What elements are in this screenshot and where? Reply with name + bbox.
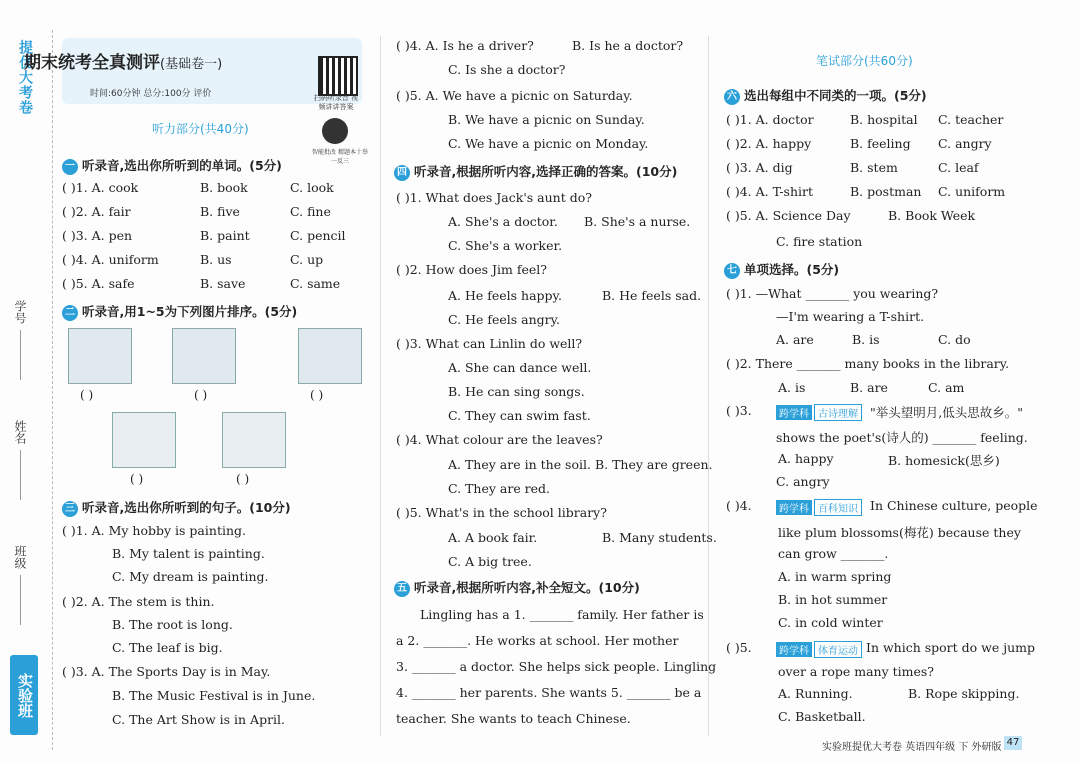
- question-line: ( )1. —What _______ you wearing?: [726, 286, 939, 301]
- question-line: C. look: [290, 180, 334, 195]
- question-line: ( )3. A. dig: [726, 160, 793, 175]
- question-line: ( )5. A. We have a picnic on Saturday.: [396, 88, 633, 103]
- tag-topic: 古诗理解: [814, 404, 862, 421]
- question-line: C. pencil: [290, 228, 346, 243]
- question-line: C. fine: [290, 204, 331, 219]
- question-line: B. stem: [850, 160, 898, 175]
- question-line: B. Many students.: [602, 530, 717, 545]
- tag-topic: 体育运动: [814, 641, 862, 658]
- tag-topic: 百科知识: [814, 499, 862, 516]
- question-line: ( )1. A. doctor: [726, 112, 814, 127]
- question-line: C. Is she a doctor?: [448, 62, 566, 77]
- picture-2: [172, 328, 236, 384]
- question-line: ( )1. A. cook: [62, 180, 139, 195]
- question-line: Lingling has a 1. _______ family. Her father is: [420, 607, 704, 622]
- brand-top: 提优大考卷: [18, 40, 34, 115]
- question-line: B. Book Week: [888, 208, 976, 223]
- question-line: teacher. She wants to teach Chinese.: [396, 711, 631, 726]
- class-label: 班级: [13, 545, 27, 569]
- owl-caption: 智能批改 精题本十举一反三: [312, 149, 368, 165]
- question-line: ( )2. There _______ many books in the library.: [726, 356, 1010, 371]
- question-line: C. She's a worker.: [448, 238, 563, 253]
- question-line: ( )2. A. happy: [726, 136, 812, 151]
- question-line: B. Rope skipping.: [908, 686, 1020, 701]
- question-line: B. He feels sad.: [602, 288, 702, 303]
- question-line: B. feeling: [850, 136, 911, 151]
- footer-text: 实验班提优大考卷 英语四年级 下 外研版: [822, 742, 1002, 753]
- question-line: B. We have a picnic on Sunday.: [448, 112, 645, 127]
- question-line: A. Running.: [778, 686, 853, 701]
- question-line: B. five: [200, 204, 240, 219]
- section-3-title: 三 听录音,选出你所听到的句子。(10分): [62, 498, 291, 517]
- question-line: C. teacher: [938, 112, 1004, 127]
- question-line: "举头望明月,低头思故乡。": [870, 405, 1023, 420]
- question-line: like plum blossoms(梅花) because they: [778, 525, 1021, 540]
- cut-line: [52, 30, 53, 750]
- question-line: shows the poet's(诗人的) _______ feeling.: [776, 430, 1028, 445]
- section-4-title: 四 听录音,根据所听内容,选择正确的答案。(10分): [394, 162, 677, 181]
- question-line: C. in cold winter: [778, 615, 883, 630]
- student-no-label: 学号: [13, 300, 27, 324]
- name-label: 姓名: [13, 420, 27, 444]
- answer-paren[interactable]: ( ): [194, 388, 208, 402]
- tag-cross-subject: 跨学科: [776, 642, 812, 657]
- question-line: over a rope many times?: [778, 664, 935, 679]
- question-line: ( )1. A. My hobby is painting.: [62, 523, 246, 538]
- question-line: ( )2. A. The stem is thin.: [62, 594, 215, 609]
- question-line: B. is: [852, 332, 880, 347]
- question-line: 3. _______ a doctor. She helps sick people. Lingling: [396, 659, 717, 674]
- writing-title: 笔试部分(共60分): [816, 54, 913, 68]
- page-number: 47: [1004, 736, 1022, 750]
- tag-cross-subject: 跨学科: [776, 500, 812, 515]
- question-line: B. My talent is painting.: [112, 546, 265, 561]
- question-line: ( )2. A. fair: [62, 204, 131, 219]
- question-line: A. She can dance well.: [448, 360, 592, 375]
- question-line: can grow _______.: [778, 546, 889, 561]
- question-line: ( )5.: [726, 640, 752, 655]
- question-line: C. We have a picnic on Monday.: [448, 136, 649, 151]
- question-line: In which sport do we jump: [866, 640, 1036, 655]
- question-line: a 2. _______. He works at school. Her mother: [396, 633, 679, 648]
- question-line: C. same: [290, 276, 341, 291]
- answer-paren[interactable]: ( ): [310, 388, 324, 402]
- question-line: B. are: [850, 380, 888, 395]
- question-line: B. The root is long.: [112, 617, 233, 632]
- question-line: B. He can sing songs.: [448, 384, 585, 399]
- question-line: ( )3. What can Linlin do well?: [396, 336, 583, 351]
- picture-1: [68, 328, 132, 384]
- question-line: ( )4. A. T-shirt: [726, 184, 814, 199]
- question-line: ( )3.: [726, 403, 752, 418]
- picture-3: [298, 328, 362, 384]
- question-line: C. They are red.: [448, 481, 551, 496]
- question-line: C. He feels angry.: [448, 312, 560, 327]
- question-line: C. angry: [938, 136, 992, 151]
- question-line: A. are: [776, 332, 814, 347]
- question-line: B. Is he a doctor?: [572, 38, 684, 53]
- question-line: —I'm wearing a T-shirt.: [776, 309, 925, 324]
- page-title: 期末统考全真测评(基础卷一): [24, 53, 223, 73]
- question-line: ( )5. A. safe: [62, 276, 135, 291]
- class-line: [20, 575, 21, 625]
- question-line: ( )5. A. Science Day: [726, 208, 851, 223]
- section-7-title: 七 单项选择。(5分): [724, 260, 839, 279]
- question-line: ( )4. What colour are the leaves?: [396, 432, 603, 447]
- question-line: B. in hot summer: [778, 592, 888, 607]
- subject-tag: [776, 641, 866, 658]
- owl-logo-icon: [322, 118, 348, 144]
- question-line: B. us: [200, 252, 232, 267]
- question-line: A. He feels happy.: [448, 288, 562, 303]
- question-line: C. uniform: [938, 184, 1006, 199]
- question-line: C. do: [938, 332, 971, 347]
- question-line: B. save: [200, 276, 246, 291]
- answer-paren[interactable]: ( ): [236, 472, 250, 486]
- tag-cross-subject: 跨学科: [776, 405, 812, 420]
- question-line: C. up: [290, 252, 324, 267]
- brand-bottom: 实验班: [10, 655, 38, 735]
- question-line: ( )4. A. uniform: [62, 252, 159, 267]
- question-line: ( )4. A. Is he a driver?: [396, 38, 534, 53]
- question-line: B. She's a nurse.: [584, 214, 691, 229]
- question-line: C. The leaf is big.: [112, 640, 223, 655]
- qr-caption: 扫码听录音 视频讲讲答案: [313, 94, 359, 111]
- question-line: C. leaf: [938, 160, 979, 175]
- question-line: C. Basketball.: [778, 709, 866, 724]
- question-line: ( )3. A. The Sports Day is in May.: [62, 664, 271, 679]
- answer-paren[interactable]: ( ): [130, 472, 144, 486]
- section-5-title: 五 听录音,根据所听内容,补全短文。(10分): [394, 578, 640, 597]
- picture-5: [222, 412, 286, 468]
- question-line: B. homesick(思乡): [888, 453, 1000, 468]
- question-line: A. happy: [778, 451, 834, 466]
- question-line: In Chinese culture, people: [870, 498, 1038, 513]
- option: C. fire station: [776, 234, 863, 249]
- question-line: ( )2. How does Jim feel?: [396, 262, 547, 277]
- question-line: A. in warm spring: [778, 569, 892, 584]
- column-divider: [380, 36, 381, 736]
- subject-tag: [776, 499, 866, 516]
- question-line: C. angry: [776, 474, 830, 489]
- question-line: B. hospital: [850, 112, 918, 127]
- student-no-line: [20, 330, 21, 380]
- question-line: C. A big tree.: [448, 554, 532, 569]
- question-line: A. They are in the soil. B. They are green.: [448, 457, 713, 472]
- question-line: 4. _______ her parents. She wants 5. _______ be a: [396, 685, 702, 700]
- question-line: ( )4.: [726, 498, 752, 513]
- question-line: B. postman: [850, 184, 922, 199]
- question-line: A. She's a doctor.: [448, 214, 558, 229]
- question-line: ( )3. A. pen: [62, 228, 133, 243]
- subject-tag: [776, 404, 866, 421]
- question-line: B. paint: [200, 228, 250, 243]
- question-line: B. book: [200, 180, 248, 195]
- question-line: C. My dream is painting.: [112, 569, 269, 584]
- margin-strip: [0, 0, 44, 764]
- question-line: B. The Music Festival is in June.: [112, 688, 316, 703]
- section-1-title: 一 听录音,选出你所听到的单词。(5分): [62, 156, 282, 175]
- section-2-title: 二 听录音,用1~5为下列图片排序。(5分): [62, 302, 297, 321]
- picture-4: [112, 412, 176, 468]
- name-line: [20, 450, 21, 500]
- question-line: C. am: [928, 380, 965, 395]
- answer-paren[interactable]: ( ): [80, 388, 94, 402]
- question-line: ( )1. What does Jack's aunt do?: [396, 190, 592, 205]
- listening-title: 听力部分(共40分): [152, 122, 249, 136]
- question-line: A. A book fair.: [448, 530, 538, 545]
- qr-code[interactable]: [318, 56, 358, 96]
- column-divider: [708, 36, 709, 736]
- question-line: C. They can swim fast.: [448, 408, 591, 423]
- section-6-title: 六 选出每组中不同类的一项。(5分): [724, 86, 927, 105]
- question-line: A. is: [778, 380, 806, 395]
- exam-info: 时间:60分钟 总分:100分 评价: [90, 89, 212, 99]
- question-line: ( )5. What's in the school library?: [396, 505, 607, 520]
- question-line: C. The Art Show is in April.: [112, 712, 286, 727]
